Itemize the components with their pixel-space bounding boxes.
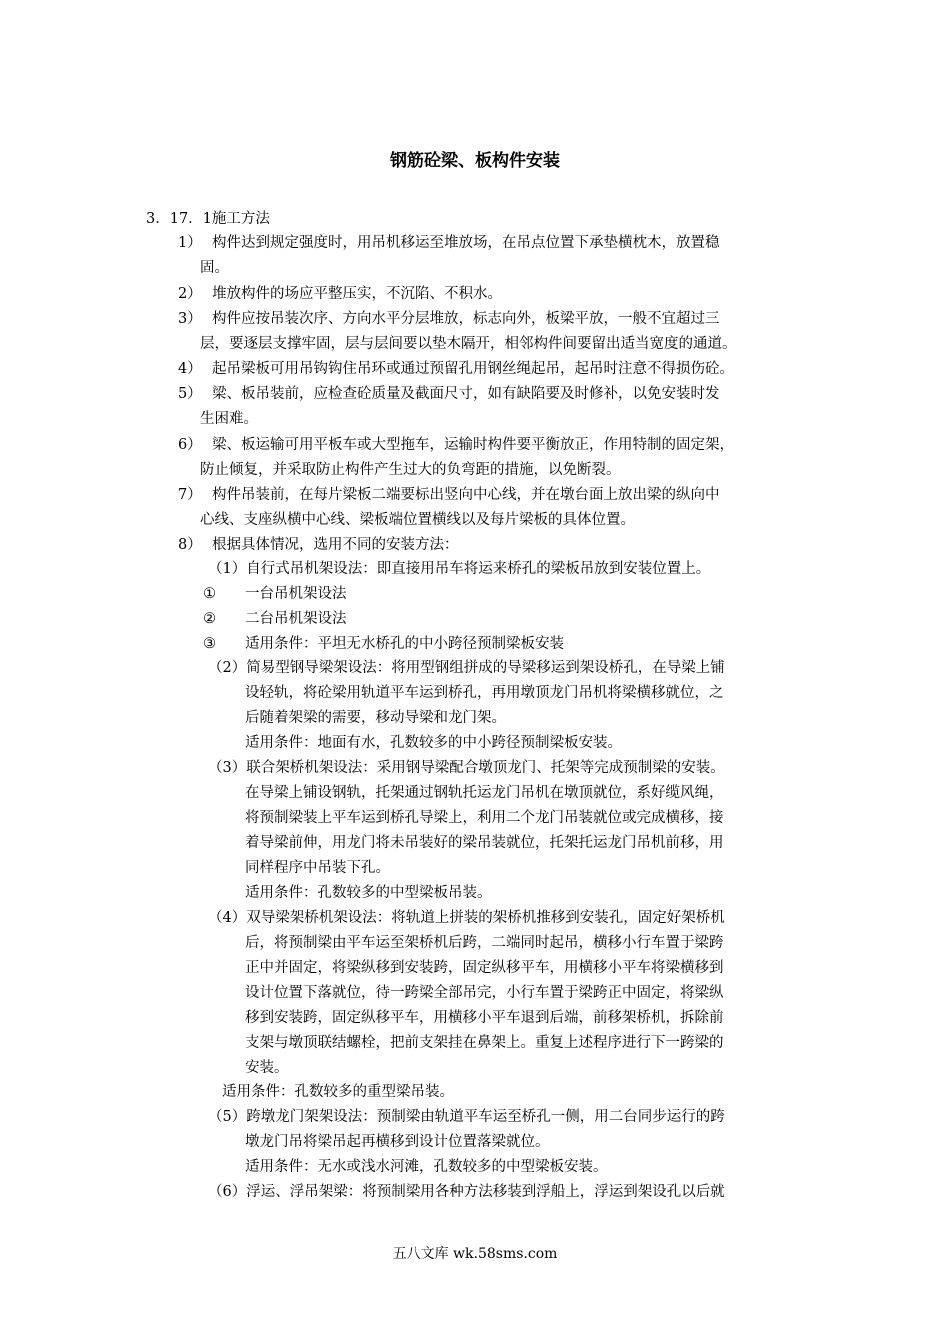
method-text: （2）简易型钢导梁架设法：将用型钢组拼成的导梁移运到架设桥孔，在导梁上铺: [208, 660, 725, 676]
item-number: 1）: [178, 235, 202, 251]
item-text: 心线、支座纵横中心线、梁板端位置横线以及每片梁板的具体位置。: [200, 512, 635, 528]
item-number: 8）: [178, 537, 202, 553]
condition-text: 适用条件：孔数较多的中型梁板吊装。: [245, 885, 492, 901]
method-text: （4）双导梁架桥机架设法：将轨道上拼装的架桥机推移到安装孔，固定好架桥机: [208, 910, 725, 926]
method-text: （6）浮运、浮吊架梁：将预制梁用各种方法移装到浮船上，浮运到架设孔以后就: [208, 1184, 725, 1200]
method-text: 移到安装跨，固定纵移平车，用横移小平车退到后端，前移架桥机，拆除前: [245, 1010, 724, 1026]
condition-text: 适用条件：无水或浅水河滩，孔数较多的中型梁板安装。: [245, 1159, 608, 1175]
condition-text: 适用条件：地面有水，孔数较多的中小跨径预制梁板安装。: [245, 735, 622, 751]
method-text: 设计位置下落就位，待一跨梁全部吊完，小行车置于梁跨正中固定，将梁纵: [245, 985, 724, 1001]
circled-number: ③: [203, 636, 216, 652]
method-text: 正中并固定，将梁纵移到安装跨，固定纵移平车，用横移小平车将梁横移到: [245, 960, 724, 976]
item-number: 7）: [178, 487, 202, 503]
method-text: 安装。: [245, 1060, 289, 1076]
item-number: 4）: [178, 361, 202, 377]
method-text: 将预制梁装上平车运到桥孔导梁上，利用二个龙门吊装就位或完成横移，接: [245, 810, 724, 826]
condition-text: 适用条件：孔数较多的重型梁吊装。: [222, 1084, 454, 1100]
item-text: 构件应按吊装次序、方向水平分层堆放，标志向外，板梁平放，一般不宜超过三: [212, 311, 720, 327]
item-text: 构件吊装前，在每片梁板二端要标出竖向中心线，并在墩台面上放出梁的纵向中: [212, 487, 720, 503]
item-text: 生困难。: [200, 411, 258, 427]
item-text: 构件达到规定强度时，用吊机移运至堆放场，在吊点位置下承垫横枕木，放置稳: [212, 235, 720, 251]
section-heading: 3．17．1施工方法: [146, 211, 270, 227]
method-text: （3）联合架桥机架设法：采用钢导梁配合墩顶龙门、托架等完成预制梁的安装。: [208, 760, 725, 776]
circled-number: ②: [203, 611, 216, 627]
method-text: 支架与墩顶联结螺栓，把前支架挂在鼻架上。重复上述程序进行下一跨梁的: [245, 1035, 724, 1051]
item-number: 5）: [178, 386, 202, 402]
method-text: 设轻轨，将砼梁用轨道平车运到桥孔，再用墩顶龙门吊机将梁横移就位，之: [245, 685, 724, 701]
method-text: 一台吊机架设法: [245, 586, 347, 602]
item-number: 3）: [178, 311, 202, 327]
method-text: 后，将预制梁由平车运至架桥机后跨，二端同时起吊，横移小行车置于梁跨: [245, 935, 724, 951]
method-text: 着导梁前伸，用龙门将未吊装好的梁吊装就位，托架托运龙门吊机前移，用: [245, 835, 724, 851]
item-text: 梁、板吊装前，应检查砼质量及截面尺寸，如有缺陷要及时修补，以免安装时发: [212, 386, 720, 402]
method-text: 二台吊机架设法: [245, 611, 347, 627]
item-text: 层，要逐层支撑牢固，层与层间要以垫木隔开，相邻构件间要留出适当宽度的通道。: [200, 336, 737, 352]
method-text: 墩龙门吊将梁吊起再横移到设计位置落梁就位。: [245, 1134, 550, 1150]
page-title: 钢筋砼梁、板构件安装: [390, 151, 560, 171]
method-text: 适用条件：平坦无水桥孔的中小跨径预制梁板安装: [245, 636, 564, 652]
item-text: 固。: [200, 260, 229, 276]
method-text: 在导梁上铺设钢轨，托架通过钢轨托运龙门吊机在墩顶就位，系好缆风绳，: [245, 785, 724, 801]
item-text: 防止倾复，并采取防止构件产生过大的负弯距的措施，以免断裂。: [200, 462, 621, 478]
item-text: 起吊梁板可用吊钩钩住吊环或通过预留孔用钢丝绳起吊，起吊时注意不得损伤砼。: [212, 361, 734, 377]
method-text: （1）自行式吊机架设法：即直接用吊车将运来桥孔的梁板吊放到安装位置上。: [208, 561, 711, 577]
circled-number: ①: [203, 586, 216, 602]
method-text: 同样程序中吊装下孔。: [245, 860, 390, 876]
item-number: 2）: [178, 286, 202, 302]
method-text: （5）跨墩龙门架架设法：预制梁由轨道平车运至桥孔一侧，用二台同步运行的跨: [208, 1109, 725, 1125]
footer-watermark: 五八文库 wk.58sms.com: [392, 1246, 558, 1262]
item-text: 堆放构件的场应平整压实，不沉陷、不积水。: [212, 286, 502, 302]
item-text: 梁、板运输可用平板车或大型拖车，运输时构件要平衡放正，作用特制的固定架，: [212, 437, 734, 453]
item-text: 根据具体情况，选用不同的安装方法：: [212, 537, 459, 553]
item-number: 6）: [178, 437, 202, 453]
method-text: 后随着架梁的需要，移动导梁和龙门架。: [245, 710, 506, 726]
